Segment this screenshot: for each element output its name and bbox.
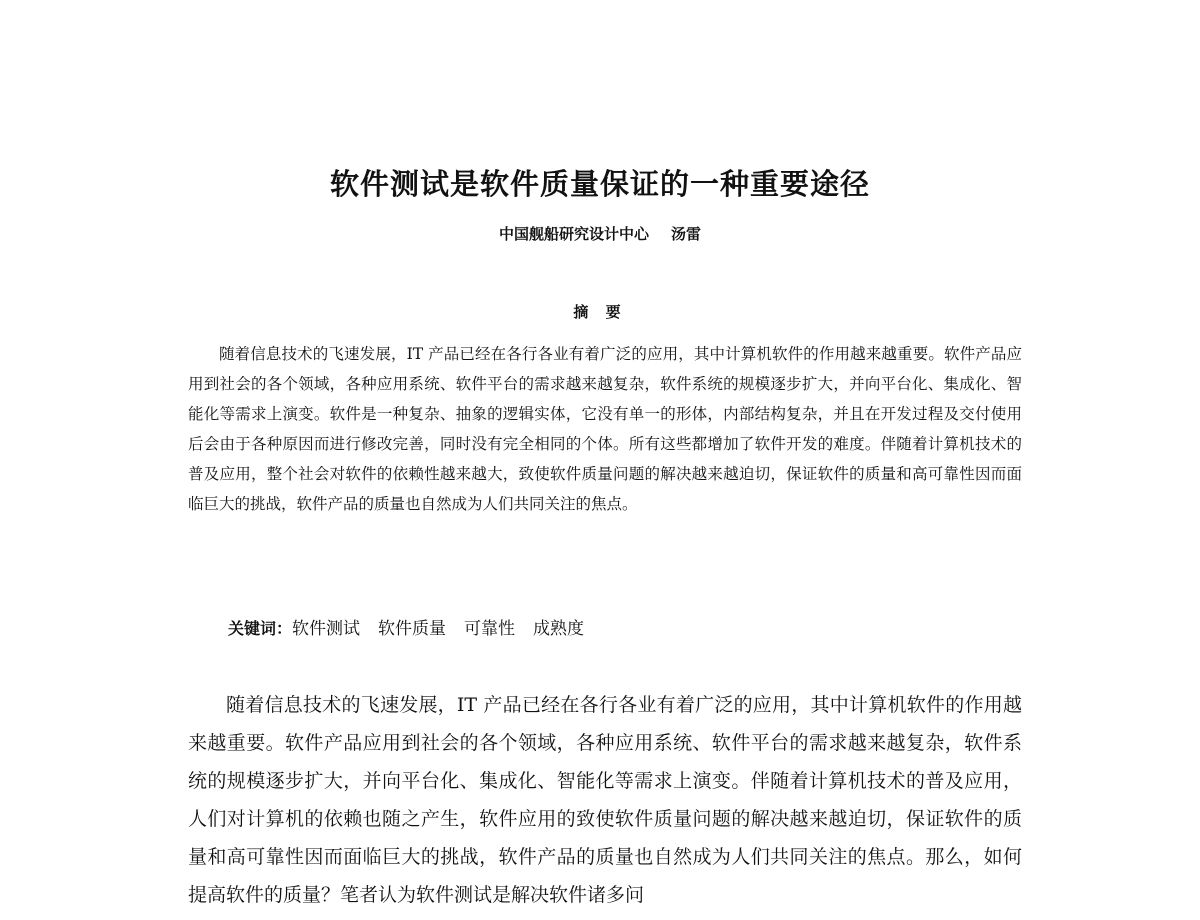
- keywords-line: [228, 616, 602, 642]
- abstract-heading: 摘 要: [573, 303, 627, 321]
- keyword-item: 软件质量: [378, 619, 447, 639]
- affiliation: 中国舰船研究设计中心: [498, 225, 649, 243]
- body-paragraph: 随着信息技术的飞速发展，IT 产品已经在各行各业有着广泛的应用，其中计算机软件的作用越来越重要。软件产品应用到社会的各个领域，各种应用系统、软件平台的需求越来越复杂，软件系统的规模逐步扩大，并向平台化、集成化、智能化等需求上演变。伴随着计算机技术的普及应用，人们对计算机的依赖也随之产生，软件应用的致使软件质量问题的解决越来越迫切，保证软件的质量和高可靠性因而面临巨大的挑战，软件产品的质量也自然成为人们共同关注的焦点。那么，如何提高软件的质量？笔者认为软件测试是解决软件诸多问: [188, 694, 1022, 906]
- paper-title: 软件测试是软件质量保证的一种重要途径: [329, 167, 870, 201]
- author-name: 汤雷: [671, 225, 702, 243]
- abstract-paragraph: 随着信息技术的飞速发展，IT 产品已经在各行各业有着广泛的应用，其中计算机软件的作用越来越重要。软件产品应用到社会的各个领域，各种应用系统、软件平台的需求越来越复杂，软件系统的规模逐步扩大，并向平台化、集成化、智能化等需求上演变。软件是一种复杂、抽象的逻辑实体，它没有单一的形体，内部结构复杂，并且在开发过程及交付使用后会由于各种原因而进行修改完善，同时没有完全相同的个体。所有这些都增加了软件开发的难度。伴随着计算机技术的普及应用，整个社会对软件的依赖性越来越大，致使软件质量问题的解决越来越迫切，保证软件的质量和高可靠性因而面临巨大的挑战，软件产品的质量也自然成为人们共同关注的焦点。: [188, 345, 1022, 513]
- author-line: [0, 223, 1200, 244]
- keywords-label: 关键词：: [228, 619, 293, 638]
- keyword-item: 软件测试: [292, 619, 361, 639]
- keyword-item: 成熟度: [533, 619, 585, 639]
- keyword-item: 可靠性: [464, 619, 516, 639]
